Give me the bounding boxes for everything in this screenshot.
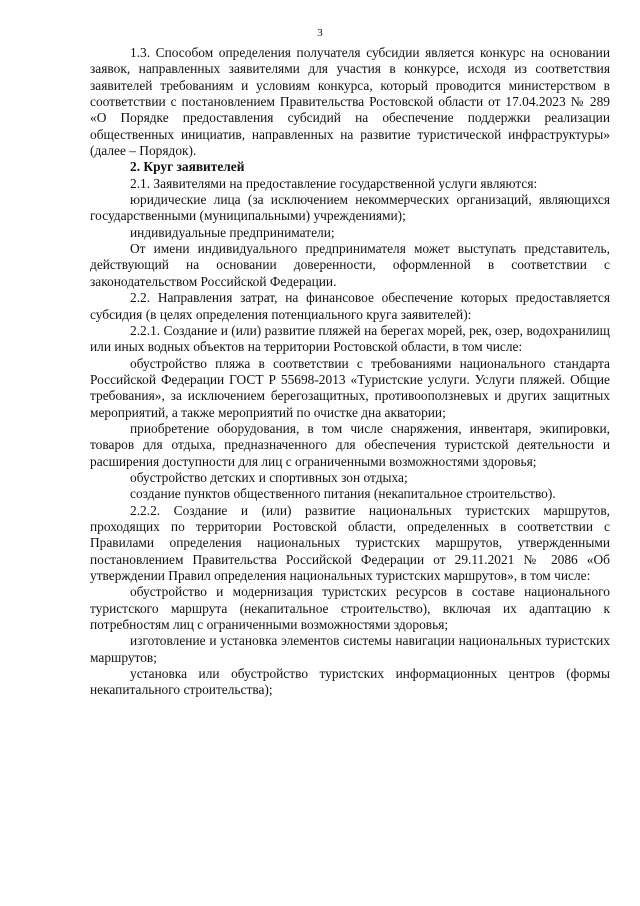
paragraph-p-info-centers: установка или обустройство туристских информационных центров (формы некапитального строительства); <box>90 666 610 698</box>
paragraph-p-1-3: 1.3. Способом определения получателя субсидии является конкурс на основании заявок, направленных заявителями для участия в конкурсе, исходя из соответствия заявителей требованиям и условиям конкурса, который проводится министерством в соответствии с постановлением Правительства Ростовской области от 17.04.2023 № 289 «О Порядке предоставления субсидий на обеспечение поддержки реализации общественных инициатив, направленных на развитие туристической инфраструктуры» (далее – Порядок). <box>90 45 610 159</box>
paragraph-p-beach-arrangement: обустройство пляжа в соответствии с требованиями национального стандарта Российской Федерации ГОСТ Р 55698-2013 «Туристские услуги. Услуги пляжей. Общие требования», за исключением берегозащитных, противооползневых и других защитных мероприятий, а также мероприятий по очистке дна акватории; <box>90 355 610 420</box>
paragraph-p-catering: создание пунктов общественного питания (некапитальное строительство). <box>130 486 556 502</box>
paragraph-p-representative: От имени индивидуального предпринимателя может выступать представитель, действующий на основании доверенности, оформленной в соответствии с законодательством Российской Федерации. <box>90 241 610 289</box>
paragraph-p-equipment: приобретение оборудования, в том числе снаряжения, инвентаря, экипировки, товаров для отдыха, предназначенного для обеспечения туристской деятельности и расширения доступности для лиц с ограниченными возможностями здоровья; <box>90 420 610 469</box>
paragraph-p-tourist-resources: обустройство и модернизация туристских ресурсов в составе национального туристского маршрута (некапитальное строительство), включая их адаптацию к потребностям лиц с ограниченными возможностями здоровья; <box>90 584 610 633</box>
paragraph-p-legal-entities: юридические лица (за исключением некоммерческих организаций, являющихся государственными (муниципальными) учреждениями); <box>90 192 610 224</box>
paragraph-p-2-2: 2.2. Направления затрат, на финансовое обеспечение которых предоставляется субсидия (в целях определения потенциального круга заявителей): <box>90 290 610 322</box>
section-heading: 2. Круг заявителей <box>130 159 245 175</box>
document-body <box>90 45 610 699</box>
paragraph-p-navigation: изготовление и установка элементов системы навигации национальных туристских маршрутов; <box>90 633 610 665</box>
paragraph-p-2-2-2: 2.2.2. Создание и (или) развитие национальных туристских маршрутов, проходящих по территории Ростовской области, определенных в соответствии с Правилами определения национальных туристских маршрутов, утвержденными постановлением Правительства Российской Федерации от 29.11.2021 № 2086 «Об утверждении Правил определения национальных туристских маршрутов», в том числе: <box>90 502 610 583</box>
paragraph-p-individual-entrepreneurs: индивидуальные предприниматели; <box>130 224 335 240</box>
paragraph-p-children-sports-zones: обустройство детских и спортивных зон отдыха; <box>130 469 408 485</box>
paragraph-p-2-2-1: 2.2.1. Создание и (или) развитие пляжей на берегах морей, рек, озер, водохранилищ или иных водных объектов на территории Ростовской области, в том числе: <box>90 322 610 355</box>
page-number: 3 <box>317 27 323 39</box>
paragraph-p-2-1: 2.1. Заявителями на предоставление государственной услуги являются: <box>130 175 538 191</box>
